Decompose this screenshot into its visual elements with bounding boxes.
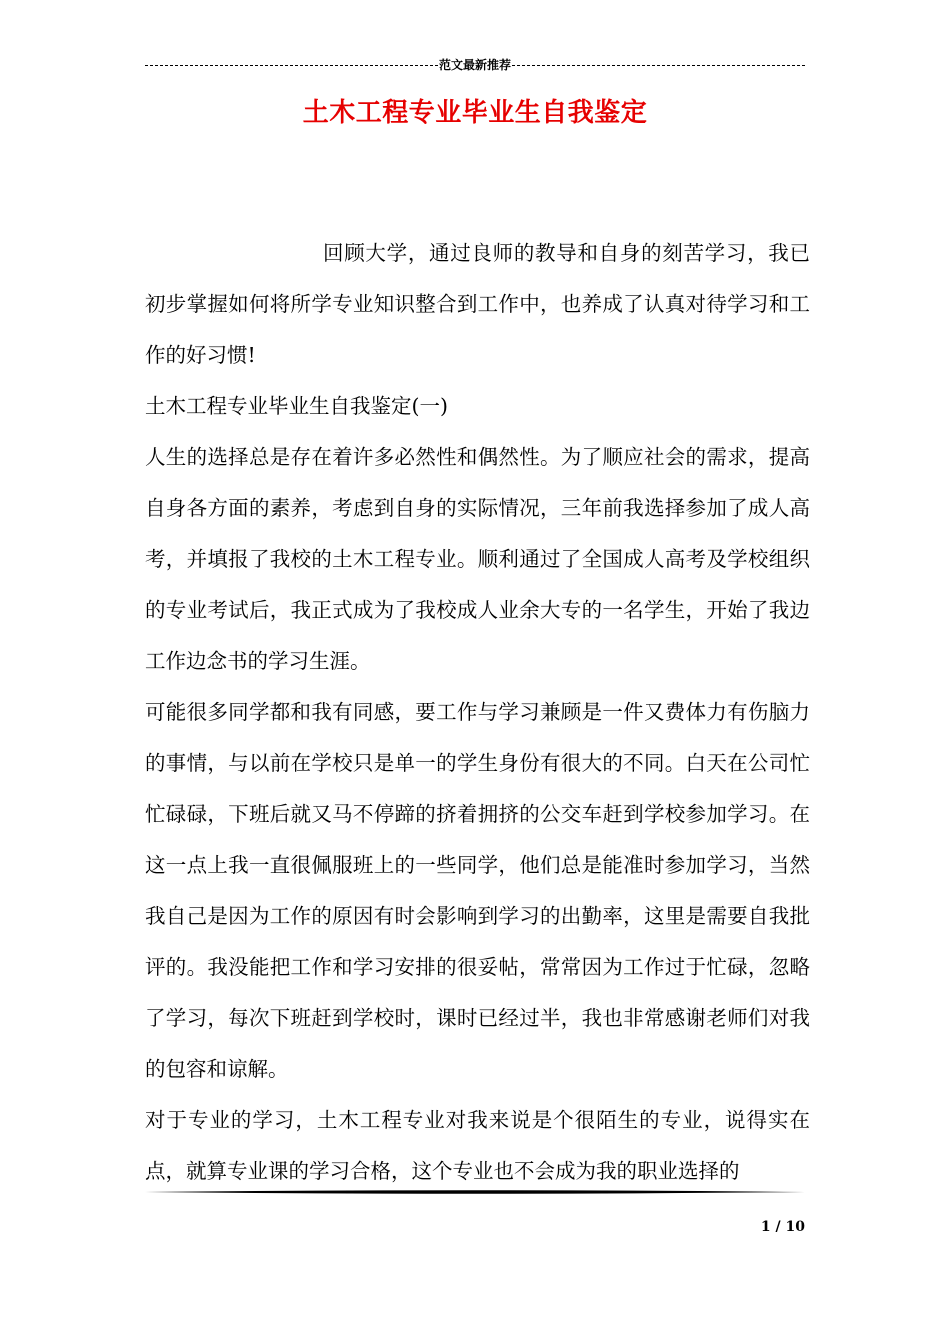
header-dash-left [145, 65, 438, 66]
body-paragraph: 可能很多同学都和我有同感，要工作与学习兼顾是一件又费体力有伤脑力的事情，与以前在学校只是单一的学生身份有很大的不同。白天在公司忙忙碌碌，下班后就又马不停蹄的挤着拥挤的公交车赶到学校参加学习。在这一点上我一直很佩服班上的一些同学，他们总是能准时参加学习，当然我自己是因为工作的原因有时会影响到学习的出勤率，这里是需要自我批评的。我没能把工作和学习安排的很妥帖，常常因为工作过于忙碌，忽略了学习，每次下班赶到学校时，课时已经过半，我也非常感谢老师们对我的包容和谅解。 [145, 700, 810, 1081]
body-paragraph: 对于专业的学习，土木工程专业对我来说是个很陌生的专业，说得实在点，就算专业课的学习合格，这个专业也不会成为我的职业选择的 [145, 1108, 810, 1183]
document-title: 土木工程专业毕业生自我鉴定 [302, 98, 648, 128]
body-paragraph: 人生的选择总是存在着许多必然性和偶然性。为了顺应社会的需求，提高自身各方面的素养，考虑到自身的实际情况，三年前我选择参加了成人高考，并填报了我校的土木工程专业。顺利通过了全国成人高考及学校组织的专业考试后，我正式成为了我校成人业余大专的一名学生，开始了我边工作边念书的学习生涯。 [145, 445, 810, 673]
page-number: 1 / 10 [760, 1219, 805, 1235]
header-label: 范文最新推荐 [439, 58, 512, 72]
header-dash-right [512, 65, 805, 66]
page-header [145, 58, 805, 72]
intro-paragraph: 回顾大学，通过良师的教导和自身的刻苦学习，我已初步掌握如何将所学专业知识整合到工作中，也养成了认真对待学习和工作的好习惯! [145, 241, 810, 367]
footer-rule [145, 1189, 805, 1195]
document-body [145, 228, 810, 1197]
section-heading: 土木工程专业毕业生自我鉴定(一) [145, 394, 448, 418]
